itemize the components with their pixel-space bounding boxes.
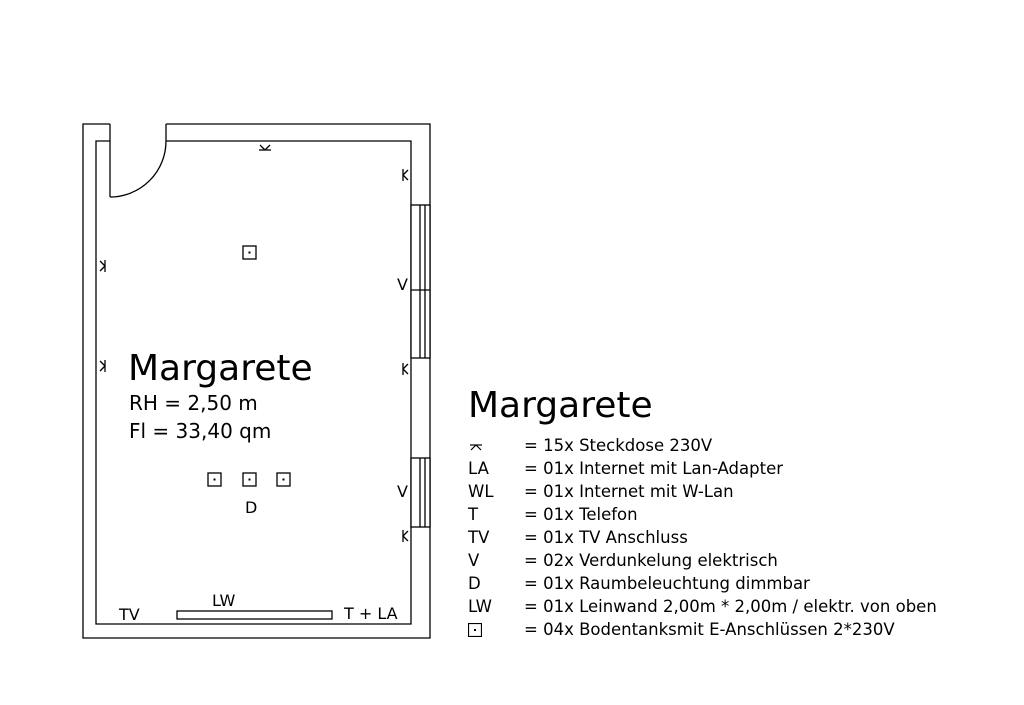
legend-code: LA xyxy=(468,459,489,478)
projection-screen xyxy=(177,611,332,619)
legend xyxy=(468,384,1008,641)
legend-row xyxy=(468,572,1008,595)
floor-box-icon xyxy=(208,473,221,486)
socket-icon xyxy=(100,260,105,272)
label-tv: TV xyxy=(119,605,140,624)
legend-title: Margarete xyxy=(468,385,653,426)
legend-code: WL xyxy=(468,482,494,501)
socket-icon xyxy=(468,439,524,453)
legend-desc: = 01x Leinwand 2,00m * 2,00m / elektr. von oben xyxy=(524,597,937,616)
socket-icon xyxy=(259,145,271,150)
legend-row xyxy=(468,549,1008,572)
socket-icon xyxy=(403,363,408,375)
legend-code: TV xyxy=(468,528,490,547)
floor-box-icon xyxy=(243,246,256,259)
floor-box-icon xyxy=(468,623,524,637)
legend-desc: = 15x Steckdose 230V xyxy=(524,436,713,455)
socket-icon xyxy=(100,360,105,372)
legend-desc: = 01x Telefon xyxy=(524,505,638,524)
legend-code: V xyxy=(468,551,480,570)
label-v-lower: V xyxy=(397,482,408,501)
socket-icon xyxy=(403,530,408,542)
label-v-upper: V xyxy=(397,275,408,294)
legend-row xyxy=(468,457,1008,480)
window-lower xyxy=(411,458,430,527)
legend-row xyxy=(468,503,1008,526)
floor-box-icon xyxy=(277,473,290,486)
legend-code: LW xyxy=(468,597,492,616)
door-swing xyxy=(110,141,166,197)
room-name: Margarete xyxy=(128,348,313,389)
legend-desc: = 01x Internet mit W-Lan xyxy=(524,482,734,501)
legend-code: T xyxy=(468,505,479,524)
label-d: D xyxy=(245,498,258,517)
room-area: Fl = 33,40 qm xyxy=(129,419,272,443)
legend-desc: = 01x Internet mit Lan-Adapter xyxy=(524,459,784,478)
legend-desc: = 01x Raumbeleuchtung dimmbar xyxy=(524,574,810,593)
legend-desc: = 04x Bodentanksmit E-Anschlüssen 2*230V xyxy=(524,620,895,639)
floor-box-icon xyxy=(243,473,256,486)
socket-icon xyxy=(403,169,408,181)
legend-row xyxy=(468,434,1008,457)
label-t-la: T + LA xyxy=(344,604,398,623)
legend-desc: = 02x Verdunkelung elektrisch xyxy=(524,551,778,570)
legend-code: D xyxy=(468,574,481,593)
label-lw: LW xyxy=(212,591,236,610)
room-height: RH = 2,50 m xyxy=(129,391,258,415)
legend-row xyxy=(468,595,1008,618)
legend-row xyxy=(468,480,1008,503)
legend-row xyxy=(468,526,1008,549)
legend-desc: = 01x TV Anschluss xyxy=(524,528,688,547)
legend-row xyxy=(468,618,1008,641)
window-upper xyxy=(411,205,430,358)
